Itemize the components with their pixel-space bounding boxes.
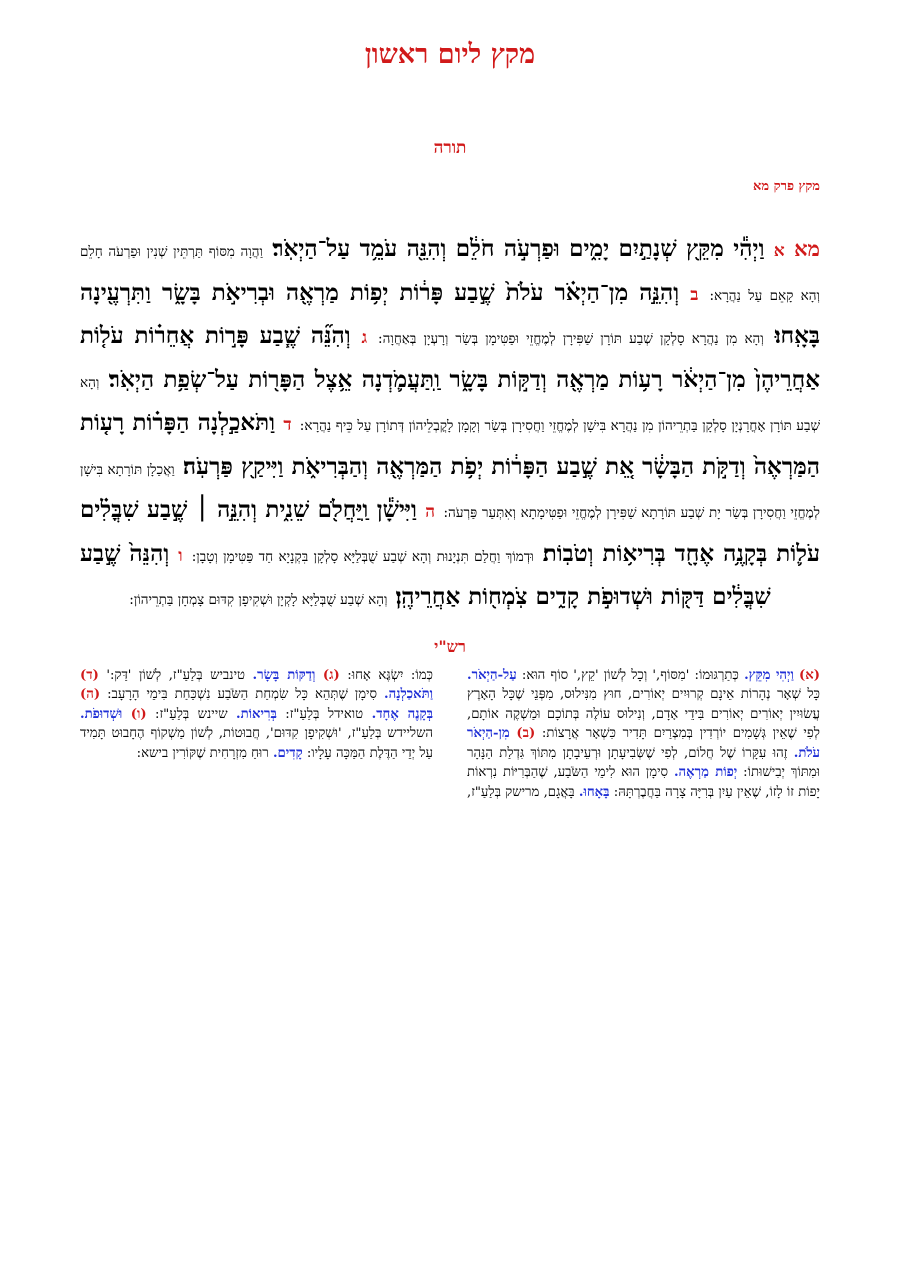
rashi-entry bbox=[137, 746, 303, 761]
rashi-dibur-hamatchil: וַיְהִי מִקֵּץ. bbox=[744, 667, 794, 683]
targum-text: וְהָא מִן נַהֲרָא סָלְקָן שְׁבַע תּוֹרָן שַׁפִּירָן לְמֶחֱזֵי וּפַטִּימָן בְּשַׂר וְרָעְיָן בְּאַחֲוָה: bbox=[378, 331, 764, 347]
rashi-entry-text: סִימָן הוּא לִימֵי הַשֹּׂבַע, שֶׁהַבְּרִיּוֹת נִרְאוֹת יָפוֹת זוֹ לָזוֹ, שֶׁאֵין עַיִן בְּרִיָּה צָרָה בַּחֲבֶרְתָּהּ: bbox=[467, 765, 821, 801]
verse-number: א bbox=[773, 241, 785, 261]
targum-text: וַהֲוָה מִסּוֹף תַּרְתֵּין שְׁנִין וּפַרְעֹה חָלֵם וְהָא קָאֵם עַל נַהֲרָא: bbox=[80, 244, 820, 304]
verse-number: ו bbox=[178, 545, 183, 566]
torah-text bbox=[80, 229, 820, 621]
rashi-entry-text: טואידל בְּלַעַ"ז: bbox=[285, 706, 364, 722]
chapter-number: מא bbox=[794, 236, 820, 261]
targum-text: וְהָא שְׁבַע תּוֹרָן אָחֳרָנְיָן סָלְקָן בַּתְרֵיהוֹן מִן נַהֲרָא בִּישָׁן לְמֶחֱזֵי וַחֲסִירָן בְּשַׂר וְקָמָן לָקֳבְלֵיהוֹן דְּתוֹרָן עַל כֵּיף נַהֲרָא: bbox=[80, 374, 821, 434]
rashi-entry-number: (ו) bbox=[130, 706, 147, 722]
targum-text: וְהָא שְׁבַע שֻׁבְּלַיָּא לָקְיָן וּשְׁקִיפָן קִדּוּם צָמְחָן בַּתְרֵיהוֹן: bbox=[129, 592, 388, 608]
rashi-dibur-hamatchil: וְדַקּוֹת בָּשָׂר. bbox=[252, 667, 316, 683]
rashi-entry-number: (ה) bbox=[80, 687, 101, 703]
rashi-entry-text: טינביש בְּלַעַ"ז, לְשׁוֹן 'דַּק:' bbox=[106, 667, 245, 683]
rashi-entry-number: (א) bbox=[799, 667, 820, 683]
verse-text: וַיִּישָׁ֕ן וַֽיַּחֲלֹ֖ם שֵׁנִ֑ית וְהִנֵּ֣ה ׀ שֶׁ֣בַע שִׁבֳּלִ֗ים עֹל֛וֹת בְּקָנֶ֥ה אֶחָ֖ד בְּרִיא֥וֹת וְטֹבֽוֹת׃ bbox=[80, 496, 820, 567]
verse-number: ד bbox=[283, 415, 292, 435]
verse-number: ב bbox=[690, 284, 699, 305]
verse-text: וְהִנֵּה֙ שֶׁ֣בַע שִׁבֳּלִ֔ים דַּקּ֖וֹת וּשְׁדוּפֹ֣ת קָדִ֑ים צֹֽמְח֖וֹת אַחֲרֵיהֶֽן׃ bbox=[80, 539, 771, 610]
rashi-dibur-hamatchil: מִן-הַיְאֹר עֹלֹת. bbox=[467, 726, 820, 761]
rashi-entry-text: בָּאֲגָם, מרישק בְּלַעַ"ז, כְּמוֹ: יִשְׂגֶּא אָחוּ: bbox=[347, 667, 575, 801]
rashi-entry-text: סִימָן שֶׁתְּהֵא כָּל שִׂמְחַת הַשֹּׂבַע נִשְׁכַּחַת בִּימֵי הָרָעָב: bbox=[107, 687, 377, 703]
rashi-entry-text: זֶהוּ עִקָּרוֹ שֶׁל חֲלוֹם, לְפִי שֶׁשְּׂבִיעָתָן וּרְעֵיבָתָן מִתּוֹךְ גִּדְלַת הַנָּהָר וּמִתּוֹךְ יְבִישׁוּתוֹ: bbox=[467, 745, 820, 781]
rashi-dibur-hamatchil: עַל-הַיְאֹר. bbox=[467, 667, 517, 683]
rashi-entry-text: כָּל שְׁאָר נְהָרוֹת אֵינָם קְרוּיִים יְאוֹרִים, חוּץ מִנִּילוּס, מִפְּנֵי שֶׁכָּל הָאָרֶץ עֲשׂוּיִין יְאוֹרִים יְאוֹרִים בִּידֵי אָדָם, וְנִילוּס עוֹלֶה בְּתוֹכָם וּמַשְׁקֶה אוֹתָם, לְפִי שֶׁאֵין גְּשָׁמִים יוֹרְדִין בְּמִצְרַיִם תָּדִיר כִּשְׁאָר אֲרָצוֹת: bbox=[467, 687, 820, 742]
rashi-title: רש"י bbox=[434, 636, 466, 656]
verse-text: וַיְהִ֕י מִקֵּ֖ץ שְׁנָתַ֣יִם יָמִ֑ים וּפַרְעֹ֣ה חֹלֵ֔ם וְהִנֵּ֖ה עֹמֵ֥ד עַל־הַיְאֹֽר׃ bbox=[272, 235, 765, 262]
verse-number: ג bbox=[361, 328, 368, 348]
section-title: תורה bbox=[433, 138, 467, 158]
rashi-entry-text: השליידש בְּלַעַ"ז, 'וּשְׁקִיפָן קִדּוּם', חֲבוּטוֹת, לְשׁוֹן מַשְׁקוֹף הֶחָבוּט תָּמִיד עַל יְדֵי הַדֶּלֶת הַמַּכָּה עָלָיו: bbox=[80, 726, 433, 761]
rashi-entry bbox=[155, 707, 277, 722]
rashi-dibur-hamatchil: בָּאָחוּ. bbox=[578, 785, 610, 801]
verse-number: ה bbox=[425, 502, 436, 522]
verse-text: וַתֹּאכַ֣לְנָה הַפָּר֗וֹת רָע֤וֹת הַמַּרְאֶה֙ וְדַקֹּ֣ת הַבָּשָׂ֔ר אֵ֚ת שֶׁ֣בַע הַפָּר֔וֹת יְפֹ֥ת הַמַּרְאֶ֖ה וְהַבְּרִיאֹ֑ת וַיִּיקַ֖ץ פַּרְעֹֽה׃ bbox=[80, 409, 820, 480]
rashi-entry-number: (ד) bbox=[80, 667, 99, 683]
rashi-dibur-hamatchil: קָדִים. bbox=[272, 745, 303, 761]
rashi-commentary bbox=[80, 666, 820, 816]
page-title: מקץ ליום ראשון bbox=[364, 39, 536, 70]
rashi-entry bbox=[522, 668, 820, 683]
rashi-entry-number: (ב) bbox=[516, 726, 536, 742]
chapter-title: מקץ פרק מא bbox=[753, 179, 820, 194]
targum-text: וַאֲכַלָן תּוֹרָתָא בִּישָׁן לְמֶחֱזֵי וַחֲסִירָן בְּשַׂר יָת שְׁבַע תּוֹרָתָא שַׁפִּירָן לְמֶחֱזֵי וּפַטִּימָתָא וְאִתְּעַר פַּרְעֹה: bbox=[80, 461, 820, 521]
rashi-dibur-hamatchil: בְּרִיאוֹת. bbox=[236, 706, 277, 722]
targum-text: וּדְמוֹךְ וַחֲלַם תִּנְיָנוּת וְהָא שְׁבַע שֻׁבְּלַיָּא סָלְקָן בִּקְנָיָא חַד פַּטִּימָן וְטָבָן: bbox=[191, 548, 534, 565]
document-page bbox=[80, 30, 820, 816]
rashi-dibur-hamatchil: יְפוֹת מַרְאֶה. bbox=[673, 765, 738, 781]
rashi-dibur-hamatchil: בְּקָנֶה אֶחָד. bbox=[371, 706, 433, 722]
verse-text: וְהִנֵּ֣ה מִן־הַיְאֹ֗ר עֹלֹת֙ שֶׁ֣בַע פָּר֔וֹת יְפ֥וֹת מַרְאֶ֖ה וּבְרִיאֹ֣ת בָּשָׂ֑ר וַתִּרְעֶ֖ינָה בָּאָֽחוּ׃ bbox=[80, 278, 820, 349]
rashi-entry-text: כְּתַרְגּוּמוֹ: 'מִסּוֹף,' וְכָל לְשׁוֹן 'קֵץ,' סוֹף הוּא: bbox=[521, 667, 739, 683]
rashi-entry bbox=[106, 668, 339, 683]
rashi-entry-text: רוּחַ מִזְרָחִית שֶׁקּוֹרִין בישא: bbox=[136, 745, 269, 761]
rashi-dibur-hamatchil: וַתֹּאכַלְנָה. bbox=[384, 687, 433, 703]
verse-text: וְהִנֵּ֞ה שֶׁ֧בַע פָּר֣וֹת אֲחֵר֗וֹת עֹל֤וֹת אַחֲרֵיהֶן֙ מִן־הַיְאֹ֔ר רָע֥וֹת מַרְאֶ֖ה וְדַקּ֣וֹת בָּשָׂ֑ר וַֽתַּעֲמֹ֛דְנָה אֵ֥צֶל הַפָּר֖וֹת עַל־שְׂפַ֥ת הַיְאֹֽר׃ bbox=[80, 322, 821, 393]
rashi-dibur-hamatchil: וּשְׁדוּפֹת. bbox=[80, 706, 123, 722]
rashi-entry-text: שיינש בְּלַעַ"ז: bbox=[155, 706, 228, 722]
rashi-entry-number: (ג) bbox=[322, 667, 340, 683]
